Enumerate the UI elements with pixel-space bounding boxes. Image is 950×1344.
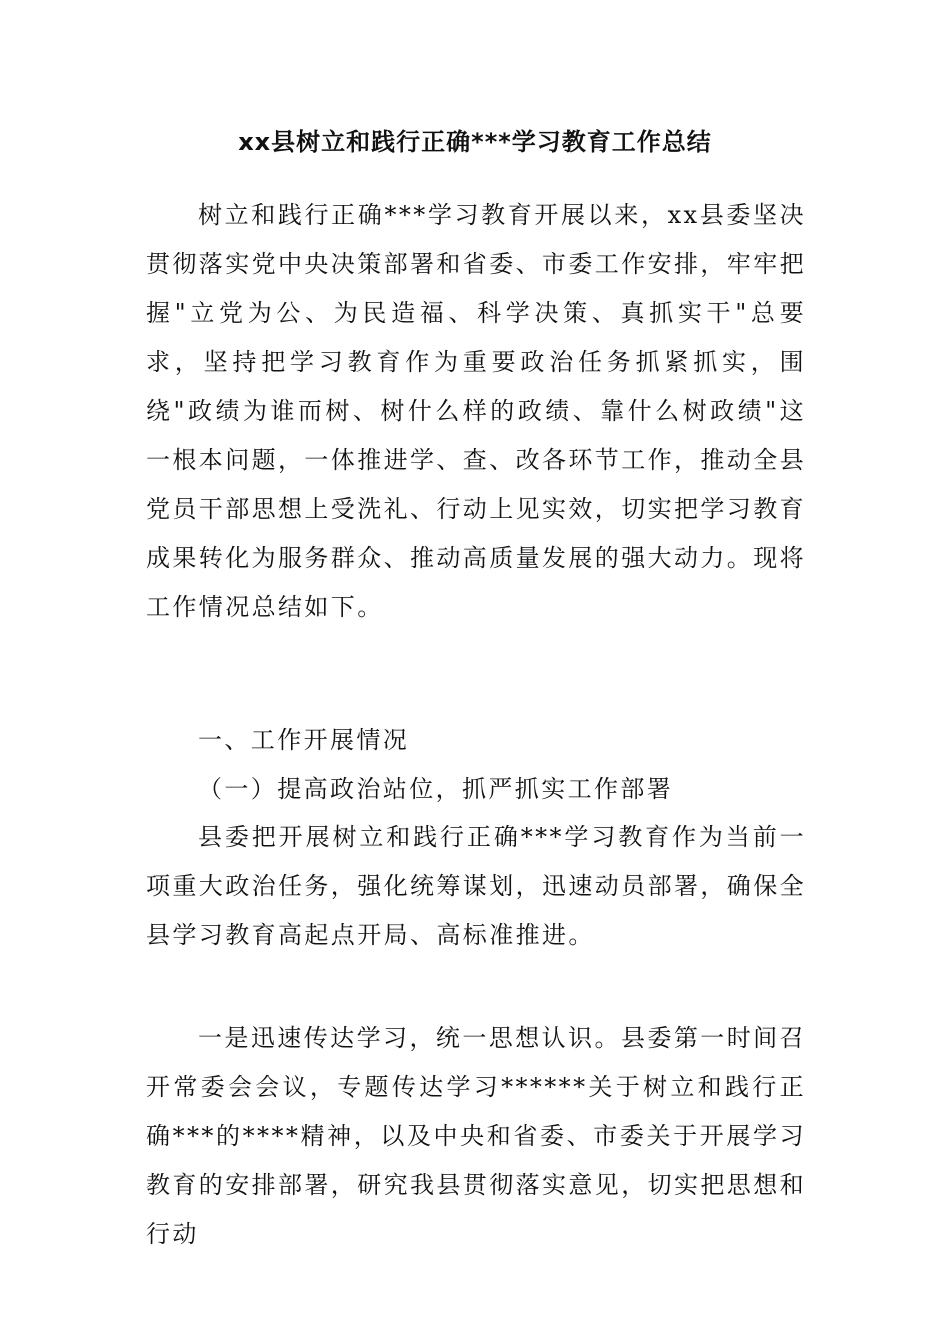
section-heading: 一、工作开展情况 bbox=[198, 726, 410, 754]
subsection-paragraph: 县委把开展树立和践行正确***学习教育作为当前一项重大政治任务，强化统筹谋划，迅速动员部署，确保全县学习教育高起点开局、高标准推进。 bbox=[146, 823, 806, 949]
point-paragraph: 一是迅速传达学习，统一思想认识。县委第一时间召开常委会会议，专题传达学习******关于树立和践行正确***的****精神，以及中央和省委、市委关于开展学习教育的安排部署，研究我县贯彻落实意见，切实把思想和行动 bbox=[146, 1024, 806, 1248]
subsection-heading: （一）提高政治站位，抓严抓实工作部署 bbox=[198, 775, 674, 803]
intro-paragraph: 树立和践行正确***学习教育开展以来，xx县委坚决贯彻落实党中央决策部署和省委、市委工作安排，牢牢把握"立党为公、为民造福、科学决策、真抓实干"总要求，坚持把学习教育作为重要政治任务抓紧抓实，围绕"政绩为谁而树、树什么样的政绩、靠什么树政绩"这一根本问题，一体推进学、查、改各环节工作，推动全县党员干部思想上受洗礼、行动上见实效，切实把学习教育成果转化为服务群众、推动高质量发展的强大动力。现将工作情况总结如下。 bbox=[146, 201, 806, 621]
document-title: xx县树立和践行正确***学习教育工作总结 bbox=[238, 128, 712, 156]
